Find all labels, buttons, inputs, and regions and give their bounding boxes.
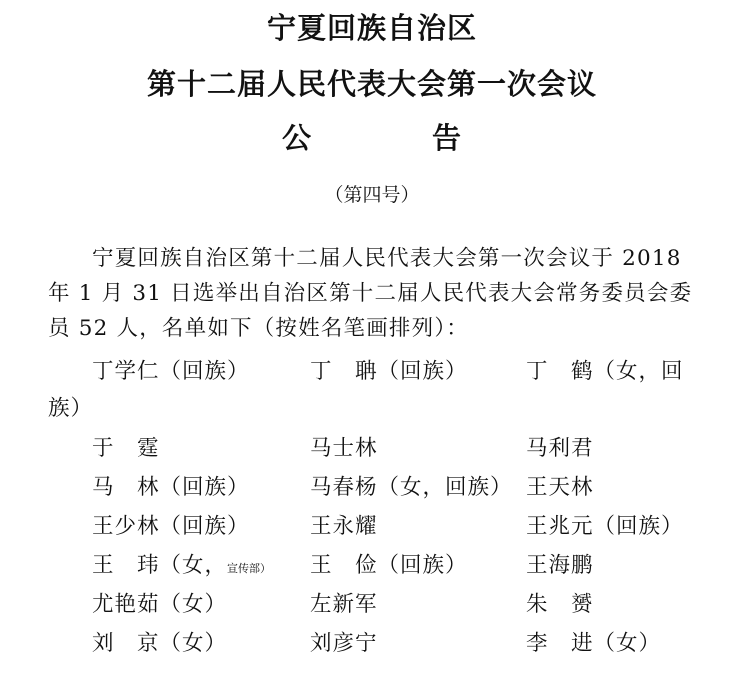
- name-cell: 左新军: [310, 592, 378, 617]
- name-row: [48, 547, 708, 585]
- name-cell-wrap: 族）: [48, 396, 94, 421]
- heading-char-right: 告: [432, 121, 463, 155]
- name-cell: 丁 鹤（女，回: [526, 359, 684, 384]
- name-cell: 丁学仁（回族）: [92, 359, 250, 384]
- name-cell: 丁 聃（回族）: [310, 359, 468, 384]
- name-cell: 李 进（女）: [526, 631, 662, 656]
- name-cell: 马士林: [310, 436, 378, 461]
- name-cell: 刘彦宁: [310, 631, 378, 656]
- name-row: [48, 625, 708, 663]
- meeting-title: 第十二届人民代表大会第一次会议: [146, 67, 597, 101]
- name-cell: 王海鹏: [526, 553, 594, 578]
- name-cell: 王永耀: [310, 514, 378, 539]
- name-cell: 王 玮（女，: [92, 553, 228, 578]
- name-cell: 王兆元（回族）: [526, 514, 684, 539]
- announcement-number: （第四号）: [324, 184, 420, 206]
- name-cell: 于 霆: [92, 436, 160, 461]
- name-cell: 王 俭（回族）: [310, 553, 468, 578]
- heading-char-left: 公: [281, 121, 312, 155]
- name-cell: 马春杨（女，回族）: [310, 475, 513, 500]
- name-cell: 马利君: [526, 436, 594, 461]
- name-cell-with-note: [92, 547, 271, 588]
- name-annotation: 宣传部）: [227, 562, 272, 575]
- name-row: [48, 508, 708, 546]
- name-cell: 刘 京（女）: [92, 631, 228, 656]
- name-cell: 王少林（回族）: [92, 514, 250, 539]
- name-cell: 马 林（回族）: [92, 475, 250, 500]
- announcement-heading: [0, 120, 744, 156]
- name-cell: 尤艳茹（女）: [92, 592, 228, 617]
- name-row: [48, 586, 708, 624]
- name-row: [48, 430, 708, 468]
- name-cell: 朱 赟: [526, 592, 594, 617]
- name-row: [48, 469, 708, 507]
- name-row-wrap: [48, 390, 708, 428]
- announcement-issuer-title: 宁夏回族自治区: [266, 11, 477, 45]
- intro-text: 宁夏回族自治区第十二届人民代表大会第一次会议于 2018 年 1 月 31 日选举出自治区第十二届人民代表大会常务委员会委员 52 人，名单如下（按姓名笔画排列）：: [48, 246, 693, 341]
- name-cell: 王天林: [526, 475, 594, 500]
- name-row-first: [48, 353, 708, 391]
- intro-paragraph: [48, 241, 698, 346]
